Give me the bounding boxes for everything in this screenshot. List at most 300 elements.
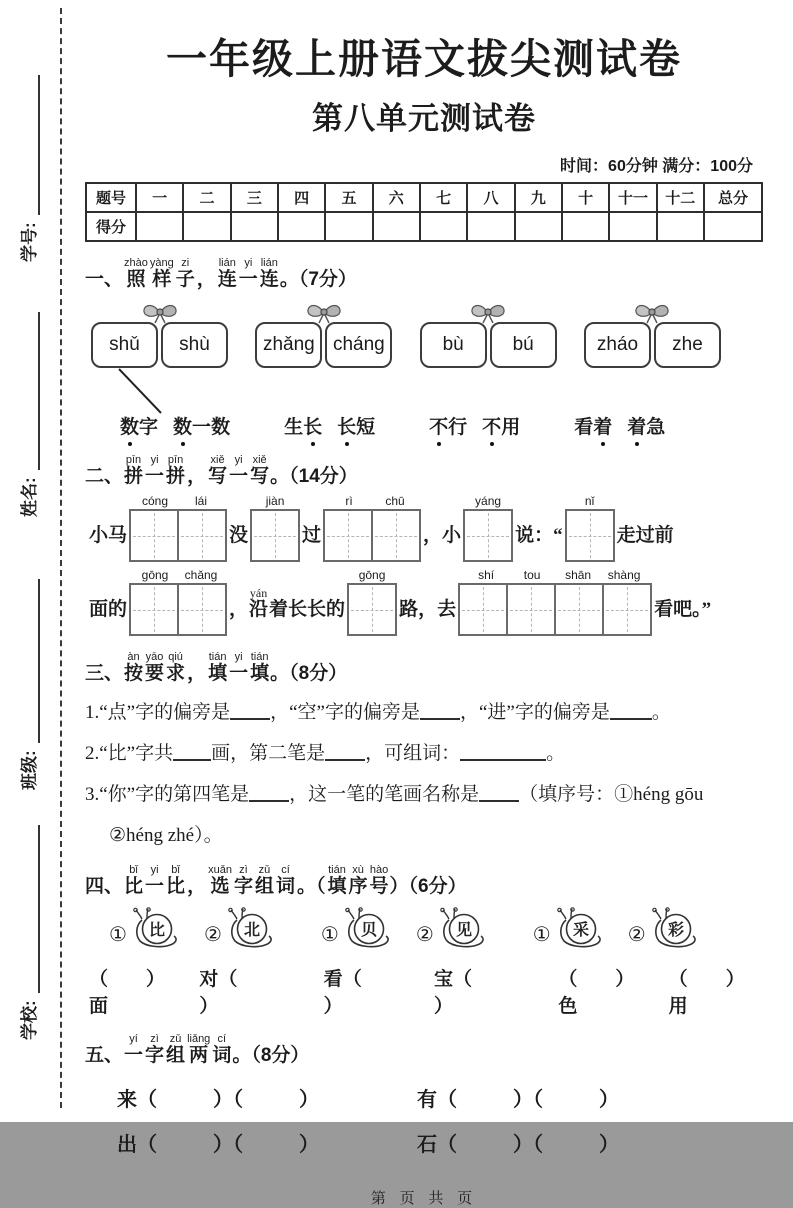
writing-grid-cell[interactable]	[177, 509, 227, 562]
word-group	[284, 412, 375, 439]
snail-group	[109, 908, 275, 960]
class-blank[interactable]	[21, 579, 40, 743]
writing-grid-cell[interactable]	[177, 583, 227, 636]
writing-grid-group	[129, 568, 227, 636]
answer-blank[interactable]	[249, 784, 289, 802]
grid-row	[129, 583, 227, 636]
pinyin-label: xiě	[210, 454, 225, 466]
score-table-header-cell: 五	[325, 183, 372, 212]
q5-cell	[117, 1128, 417, 1157]
answer-blank[interactable]	[610, 702, 652, 720]
snail-option[interactable]	[204, 908, 275, 960]
pinyin-label: shí	[478, 568, 495, 582]
pinyin-label: qiú	[168, 651, 183, 663]
snail-option[interactable]	[628, 908, 699, 960]
q3-item	[85, 741, 763, 767]
paren: （	[437, 1089, 457, 1111]
ruby-char	[249, 587, 268, 636]
paren: ）	[615, 969, 635, 990]
answer-slot	[89, 964, 183, 1018]
score-input-cell[interactable]	[657, 212, 704, 241]
ruby-char	[208, 454, 227, 488]
sentence-text: 小马	[89, 525, 128, 546]
connect-word[interactable]	[120, 412, 158, 439]
option-number: ①	[109, 923, 127, 946]
score-table-header-cell: 十	[562, 183, 609, 212]
q-number: 一、	[85, 269, 124, 290]
score-table-header-cell: 一	[136, 183, 183, 212]
word-char: 字	[139, 417, 159, 438]
ruby-char	[229, 454, 248, 488]
writing-grid-group	[129, 494, 227, 562]
answer-blank[interactable]	[230, 702, 270, 720]
q5-lead-char: 出	[117, 1134, 137, 1156]
writing-grid-cell[interactable]	[250, 509, 300, 562]
q3-text: ，“进”字的偏旁是	[460, 702, 610, 723]
answer-pre-char: 宝	[434, 969, 454, 990]
q-number: 三、	[85, 663, 124, 684]
connect-word[interactable]	[429, 412, 467, 439]
ruby-char	[166, 454, 185, 488]
ruby-char	[239, 257, 258, 291]
pinyin-card[interactable]: zhǎng	[255, 322, 322, 368]
option-number: ②	[203, 923, 222, 946]
word-char: 数	[211, 417, 231, 438]
hanzi-char: 比	[124, 876, 144, 897]
score-input-cell[interactable]	[704, 212, 762, 241]
hanzi-char: 一	[229, 466, 249, 487]
score-input-cell[interactable]	[562, 212, 609, 241]
pinyin-label: pīn	[167, 454, 184, 466]
pinyin-label: shàng	[607, 568, 641, 582]
score-table-header-cell: 六	[373, 183, 420, 212]
option-number: ①	[320, 923, 339, 946]
pinyin-label: yàng	[149, 257, 174, 269]
score-table-header-cell: 九	[515, 183, 562, 212]
sentence-text: 路，去	[399, 599, 457, 620]
paren: （	[668, 969, 688, 990]
ruby-char	[208, 864, 232, 898]
q3-text: （填序号：①héng gōu	[519, 784, 704, 805]
q3-text: 画，第二笔是	[211, 743, 326, 764]
hanzi-char: 一	[238, 269, 258, 290]
score-table-header-cell: 十二	[657, 183, 704, 212]
seal-dashed-line	[60, 8, 62, 1108]
score-row-label: 得分	[86, 212, 136, 241]
ruby-char	[145, 454, 164, 488]
paren: ）	[299, 1134, 319, 1156]
ruby-char	[234, 864, 253, 898]
pinyin-row	[132, 494, 224, 509]
pinyin-card[interactable]: zháo	[584, 322, 651, 368]
svg-text:采: 采	[572, 922, 589, 939]
score-table-header-cell: 七	[420, 183, 467, 212]
writing-grid-cell[interactable]	[458, 583, 508, 636]
snail-option[interactable]	[321, 908, 392, 960]
score-input-cell[interactable]	[278, 212, 325, 241]
q3-text: ，可组词：	[365, 743, 461, 764]
pinyin-label: lián	[260, 257, 278, 269]
pinyin-label: jiàn	[265, 494, 285, 508]
snail-option[interactable]	[416, 908, 487, 960]
sentence-text: 过	[302, 525, 322, 546]
ruby-char	[297, 876, 326, 898]
pinyin-label: nǐ	[584, 494, 595, 508]
q1-word-list	[85, 412, 763, 439]
hanzi-char: 。（	[296, 876, 326, 897]
writing-grid-cell[interactable]	[565, 509, 615, 562]
ruby-char	[349, 864, 368, 898]
pinyin-label: tián	[250, 651, 269, 663]
ruby-char	[250, 454, 269, 488]
ruby-char	[187, 876, 206, 898]
hanzi-char: 填	[327, 876, 347, 897]
hanzi-char: 组	[254, 876, 274, 897]
hanzi-char: 沿	[249, 599, 269, 620]
writing-grid-cell[interactable]	[506, 583, 556, 636]
ruby-char	[124, 864, 143, 898]
bow-icon	[305, 302, 343, 324]
snail-icon-wrap	[552, 908, 604, 960]
pinyin-card[interactable]: zhe	[654, 322, 721, 368]
pinyin-label: cóng	[142, 494, 169, 508]
paren: ）	[213, 1134, 233, 1156]
answer-slot	[669, 964, 763, 1018]
page-title: 一年级上册语文拔尖测试卷	[166, 36, 682, 82]
paren: ）	[299, 1089, 319, 1111]
answer-post-char: 用	[668, 996, 688, 1017]
connect-word[interactable]	[173, 412, 230, 439]
pinyin-card[interactable]: cháng	[325, 322, 392, 368]
pinyin-row	[463, 568, 647, 583]
word-char: 生	[284, 417, 304, 438]
hanzi-char: 选	[210, 876, 230, 897]
q-points: 。（14分）	[270, 466, 358, 487]
pinyin-label: yi	[150, 864, 159, 876]
option-number: ②	[627, 923, 646, 946]
answer-blank[interactable]	[479, 784, 519, 802]
ruby-char	[166, 651, 185, 685]
pinyin-label: hào	[369, 864, 389, 876]
bow-icon	[633, 302, 671, 324]
paren: ）	[199, 996, 219, 1017]
paren: （	[137, 1134, 157, 1156]
ruby-char	[197, 269, 216, 291]
student-id-blank[interactable]	[21, 75, 40, 215]
answer-group	[89, 964, 294, 1018]
paren: ）	[513, 1134, 533, 1156]
paren: ）	[434, 996, 454, 1017]
bow-icon	[469, 302, 507, 324]
pinyin-card-pair	[584, 311, 721, 368]
pinyin-label: yi	[150, 454, 159, 466]
hanzi-char: 一	[124, 1045, 144, 1066]
pinyin-card-pair	[255, 311, 392, 368]
answer-blank[interactable]	[460, 743, 546, 761]
score-input-cell[interactable]	[609, 212, 656, 241]
score-table-header-cell: 题号	[86, 183, 136, 212]
pinyin-label: tián	[328, 864, 346, 876]
writing-grid-cell[interactable]	[347, 583, 397, 636]
writing-grid-cell[interactable]	[129, 583, 179, 636]
ruby-char	[124, 257, 148, 291]
score-table-header-cell: 十一	[609, 183, 656, 212]
page-subtitle: 第八单元测试卷	[312, 101, 536, 136]
pinyin-label: yi	[234, 651, 243, 663]
sidebar-field-school	[14, 825, 40, 1040]
grid-row	[347, 583, 397, 636]
writing-grid-group	[347, 568, 397, 636]
snail-group	[533, 908, 699, 960]
score-input-cell[interactable]	[325, 212, 372, 241]
student-id-label: 学号:	[20, 222, 39, 262]
pinyin-label: shān	[565, 568, 592, 582]
ruby-char	[124, 651, 143, 685]
pinyin-label: yí	[129, 1033, 138, 1045]
hanzi-char: 写	[250, 466, 270, 487]
pinyin-label: zì	[239, 864, 248, 876]
sidebar-field-class	[14, 579, 40, 790]
sentence-text: 走过前	[616, 525, 674, 546]
q5-cell	[117, 1083, 417, 1112]
snail-icon	[128, 908, 180, 954]
ruby-char	[250, 651, 269, 685]
answer-post-char: 面	[89, 996, 109, 1017]
word-char: 看	[574, 417, 594, 438]
connect-word[interactable]	[284, 412, 322, 439]
writing-grid-group	[323, 494, 421, 562]
pinyin-label: gōng	[141, 568, 169, 582]
pinyin-label: zǔ	[258, 864, 271, 876]
sidebar-field-student-id	[14, 75, 40, 262]
q3-items	[85, 700, 763, 849]
name-blank[interactable]	[21, 312, 40, 470]
q-points: ）（6分）	[389, 876, 467, 897]
grid-row	[458, 583, 652, 636]
sentence-text: 面的	[89, 599, 128, 620]
hanzi-char: 比	[166, 876, 186, 897]
q2-sentence-line-2	[85, 568, 763, 636]
dotted-char: 不	[482, 412, 501, 439]
answer-blank[interactable]	[325, 743, 365, 761]
sentence-text: 说：“	[515, 525, 563, 546]
ruby-char	[145, 864, 164, 898]
snail-option[interactable]	[533, 908, 604, 960]
pinyin-label: xiě	[252, 454, 267, 466]
connect-word[interactable]	[574, 412, 612, 439]
score-input-cell[interactable]	[183, 212, 230, 241]
snail-icon-wrap	[340, 908, 392, 960]
q-number: 二、	[85, 466, 124, 487]
pinyin-card[interactable]: bù	[420, 322, 487, 368]
pinyin-label: lián	[218, 257, 236, 269]
hanzi-char: ，	[187, 466, 207, 487]
hanzi-char: 填	[208, 663, 228, 684]
class-label: 班级:	[20, 750, 39, 790]
school-blank[interactable]	[21, 825, 40, 993]
question-4	[85, 864, 763, 1018]
sentence-text: 着长长的	[269, 599, 346, 620]
pinyin-label: rì	[345, 494, 353, 508]
pinyin-label: liǎng	[187, 1033, 211, 1045]
writing-grid-group	[463, 494, 513, 562]
score-table-header-cell: 四	[278, 183, 325, 212]
paren: （	[453, 969, 473, 990]
q3-text: ②héng zhé）。	[109, 825, 223, 846]
writing-grid-cell[interactable]	[323, 509, 373, 562]
paren: （	[218, 969, 238, 990]
q3-item	[85, 782, 763, 808]
question-2	[85, 454, 763, 636]
pinyin-row	[349, 568, 395, 583]
writing-grid-group	[565, 494, 615, 562]
q-number: 四、	[85, 876, 124, 897]
score-table-header-cell: 三	[231, 183, 278, 212]
score-input-cell[interactable]	[231, 212, 278, 241]
hanzi-char: 词	[275, 876, 295, 897]
dotted-char: 不	[429, 412, 448, 439]
paren: ）	[599, 1089, 619, 1111]
dotted-char: 着	[593, 412, 612, 439]
hanzi-char: 一	[145, 466, 165, 487]
q5-lead-char: 石	[417, 1134, 437, 1156]
connect-word[interactable]	[337, 412, 375, 439]
paren: （	[533, 1134, 543, 1156]
pinyin-card-pair	[91, 311, 228, 368]
word-group	[429, 412, 520, 439]
ruby-char	[166, 864, 185, 898]
sentence-text: ，	[229, 599, 249, 620]
pinyin-label: xuǎn	[208, 864, 232, 876]
bow-icon	[305, 302, 343, 329]
question-1	[85, 257, 763, 439]
exam-content	[85, 0, 763, 1208]
bow-icon	[633, 302, 671, 329]
word-char: 短	[356, 417, 376, 438]
score-input-cell[interactable]	[373, 212, 420, 241]
snail-icon-wrap	[647, 908, 699, 960]
bow-icon	[141, 302, 179, 329]
school-label: 学校:	[20, 1000, 39, 1040]
ruby-char	[166, 1033, 185, 1067]
hanzi-char: ，	[187, 876, 207, 897]
snail-option[interactable]	[109, 908, 180, 960]
snail-icon	[552, 908, 604, 954]
paren: （	[233, 1089, 243, 1111]
q5-row	[85, 1083, 763, 1112]
snail-icon-wrap	[128, 908, 180, 960]
score-table-header-cell: 二	[183, 183, 230, 212]
writing-grid-cell[interactable]	[371, 509, 421, 562]
q-points: 。（8分）	[270, 663, 348, 684]
q5-cell	[417, 1128, 717, 1157]
bow-icon	[469, 302, 507, 329]
pinyin-label: chǎng	[184, 568, 218, 582]
paren: （	[558, 969, 578, 990]
pinyin-card[interactable]: shǔ	[91, 322, 158, 368]
writing-grid-cell[interactable]	[554, 583, 604, 636]
paren: ）	[213, 1089, 233, 1111]
answer-slot	[324, 964, 418, 1018]
snail-icon-wrap	[223, 908, 275, 960]
ruby-char	[260, 257, 279, 291]
pinyin-label: pīn	[125, 454, 142, 466]
hanzi-char: 子	[175, 269, 195, 290]
q5-rows	[85, 1083, 763, 1157]
q1-pinyin-cards	[85, 311, 763, 368]
writing-grid-group	[458, 568, 652, 636]
snail-group	[321, 908, 487, 960]
name-label: 姓名:	[20, 477, 39, 517]
score-input-cell[interactable]	[420, 212, 467, 241]
dotted-char: 着	[627, 412, 646, 439]
pinyin-label: yáng	[475, 494, 502, 508]
score-input-cell[interactable]	[136, 212, 183, 241]
q5-row	[85, 1128, 763, 1157]
answer-group	[558, 964, 763, 1018]
ruby-char	[176, 257, 195, 291]
ruby-char	[145, 1033, 164, 1067]
paren: ）	[599, 1134, 619, 1156]
q2-title	[85, 454, 763, 488]
answer-slot	[434, 964, 528, 1018]
connect-word[interactable]	[627, 412, 665, 439]
q3-title	[85, 651, 763, 685]
score-input-cell[interactable]	[467, 212, 514, 241]
q-number: 五、	[85, 1045, 124, 1066]
pinyin-row	[465, 494, 511, 509]
ruby-char	[124, 1033, 143, 1067]
pinyin-card[interactable]: shù	[161, 322, 228, 368]
word-group	[120, 412, 230, 439]
score-table	[85, 182, 763, 242]
hanzi-char: 填	[250, 663, 270, 684]
ruby-char	[370, 864, 389, 898]
hanzi-char: 一	[229, 663, 249, 684]
dotted-char: 长	[337, 412, 356, 439]
exam-meta: 时间：60分钟 满分：100分	[560, 158, 753, 175]
pinyin-label: àn	[127, 651, 140, 663]
grid-row	[463, 509, 513, 562]
writing-grid-cell[interactable]	[463, 509, 513, 562]
hanzi-char: 词	[212, 1045, 232, 1066]
answer-blank[interactable]	[420, 702, 460, 720]
answer-pre-char: 对	[199, 969, 219, 990]
connect-word[interactable]	[482, 412, 520, 439]
answer-blank[interactable]	[173, 743, 211, 761]
pinyin-label: yán	[249, 586, 268, 600]
q3-text: ，“空”字的偏旁是	[270, 702, 420, 723]
pinyin-card[interactable]: bú	[490, 322, 557, 368]
q4-snail-options	[85, 908, 763, 960]
writing-grid-cell[interactable]	[602, 583, 652, 636]
ruby-char	[229, 651, 248, 685]
writing-grid-cell[interactable]	[129, 509, 179, 562]
dotted-char: 数	[173, 412, 192, 439]
pinyin-row	[132, 568, 224, 583]
pinyin-label: xù	[352, 864, 364, 876]
word-char: 行	[448, 417, 468, 438]
sentence-text: 没	[229, 525, 249, 546]
pinyin-label: gōng	[358, 568, 386, 582]
hanzi-char: 字	[145, 1045, 165, 1066]
q1-title	[85, 257, 763, 291]
q3-text: 2.“比”字共	[85, 743, 174, 764]
paren: （	[233, 1134, 243, 1156]
score-input-cell[interactable]	[515, 212, 562, 241]
paren: （	[533, 1089, 543, 1111]
q3-text: 3.“你”字的第四笔是	[85, 784, 250, 805]
